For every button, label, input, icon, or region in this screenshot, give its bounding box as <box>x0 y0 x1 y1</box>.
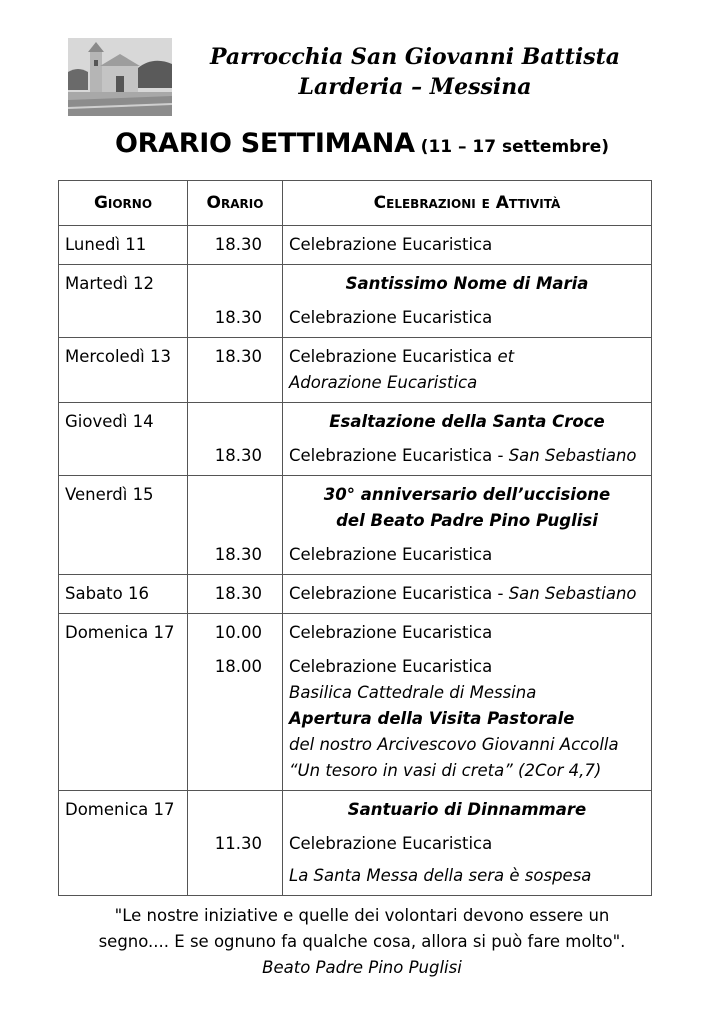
activity-label: Celebrazione Eucaristica <box>289 834 493 853</box>
feast-label: Santuario di Dinnammare <box>347 800 587 819</box>
time-cell <box>188 614 283 791</box>
activity-label: Celebrazione Eucaristica <box>289 623 493 642</box>
activity-label: Celebrazione Eucaristica - <box>289 446 509 465</box>
day-label: Giovedì 14 <box>65 412 154 431</box>
table-row <box>59 338 652 403</box>
day-cell <box>59 614 188 791</box>
table-row <box>59 614 652 791</box>
activity-label: Celebrazione Eucaristica <box>289 235 493 254</box>
day-cell <box>59 575 188 614</box>
footer-quote <box>0 903 724 981</box>
quote-author: Beato Padre Pino Puglisi <box>262 958 462 977</box>
day-label: Lunedì 11 <box>65 235 147 254</box>
time-cell <box>188 791 283 896</box>
activity-label-2: Celebrazione Eucaristica <box>289 657 493 676</box>
activity-cell <box>283 476 652 575</box>
activity-label-adoration: Adorazione Eucaristica <box>289 373 478 392</box>
activity-note: La Santa Messa della sera è sospesa <box>289 866 592 885</box>
day-cell <box>59 338 188 403</box>
table-row <box>59 575 652 614</box>
time-cell <box>188 338 283 403</box>
day-cell <box>59 265 188 338</box>
feast-label: Esaltazione della Santa Croce <box>329 412 605 431</box>
activity-place: San Sebastiano <box>508 446 637 465</box>
activity-motto: “Un tesoro in vasi di creta” (2Cor 4,7) <box>289 761 602 780</box>
parish-name: Parrocchia San Giovanni Battista <box>209 44 621 70</box>
time-label: 18.30 <box>214 584 262 603</box>
activity-cell <box>283 791 652 896</box>
header-activity: Celebrazioni e Attività <box>283 181 652 226</box>
table-row <box>59 403 652 476</box>
time-label: 10.00 <box>214 623 262 642</box>
title-main: ORARIO SETTIMANA <box>114 128 415 159</box>
activity-label: Celebrazione Eucaristica <box>289 308 493 327</box>
church-photo <box>68 38 172 116</box>
table-row <box>59 476 652 575</box>
day-label: Domenica 17 <box>65 623 175 642</box>
feast-label: 30° anniversario dell’uccisione <box>323 485 611 504</box>
time-label: 11.30 <box>214 834 262 853</box>
parish-location: Larderia – Messina <box>298 74 532 100</box>
time-cell <box>188 403 283 476</box>
time-label: 18.30 <box>214 347 262 366</box>
time-cell <box>188 575 283 614</box>
header-row <box>59 181 652 226</box>
feast-label: Santissimo Nome di Maria <box>345 274 589 293</box>
day-label: Martedì 12 <box>65 274 155 293</box>
feast-label-2: del Beato Padre Pino Puglisi <box>336 511 598 530</box>
activity-cell <box>283 226 652 265</box>
time-label: 18.30 <box>214 235 262 254</box>
day-cell <box>59 476 188 575</box>
schedule-table <box>58 180 652 896</box>
time-label: 18.30 <box>214 446 262 465</box>
activity-label: Celebrazione Eucaristica <box>289 545 493 564</box>
day-label: Venerdì 15 <box>65 485 154 504</box>
parish-header <box>200 42 630 102</box>
day-cell <box>59 791 188 896</box>
activity-cell <box>283 265 652 338</box>
table-row <box>59 226 652 265</box>
header-time: Orario <box>188 181 283 226</box>
activity-connector: et <box>497 347 515 366</box>
activity-cell <box>283 614 652 791</box>
day-cell <box>59 403 188 476</box>
time-cell <box>188 476 283 575</box>
time-label: 18.30 <box>214 308 262 327</box>
day-cell <box>59 226 188 265</box>
activity-cell <box>283 403 652 476</box>
activity-cell <box>283 338 652 403</box>
activity-highlight: Apertura della Visita Pastorale <box>289 709 575 728</box>
table-row <box>59 791 652 896</box>
time-cell <box>188 265 283 338</box>
activity-place: San Sebastiano <box>508 584 637 603</box>
day-label: Mercoledì 13 <box>65 347 172 366</box>
title-range: (11 – 17 settembre) <box>420 137 610 157</box>
activity-place: Basilica Cattedrale di Messina <box>289 683 537 702</box>
activity-label: Celebrazione Eucaristica - <box>289 584 509 603</box>
table-row <box>59 265 652 338</box>
quote-line-2: segno.... E se ognuno fa qualche cosa, allora si può fare molto". <box>98 932 626 951</box>
day-label: Sabato 16 <box>65 584 149 603</box>
activity-cell <box>283 575 652 614</box>
day-label: Domenica 17 <box>65 800 175 819</box>
time-label-2: 18.00 <box>214 657 262 676</box>
page-title <box>0 128 724 159</box>
time-label: 18.30 <box>214 545 262 564</box>
time-cell <box>188 226 283 265</box>
activity-note: del nostro Arcivescovo Giovanni Accolla <box>289 735 619 754</box>
activity-label: Celebrazione Eucaristica <box>289 347 493 366</box>
quote-line-1: "Le nostre iniziative e quelle dei volontari devono essere un <box>114 906 610 925</box>
header-day: Giorno <box>59 181 188 226</box>
